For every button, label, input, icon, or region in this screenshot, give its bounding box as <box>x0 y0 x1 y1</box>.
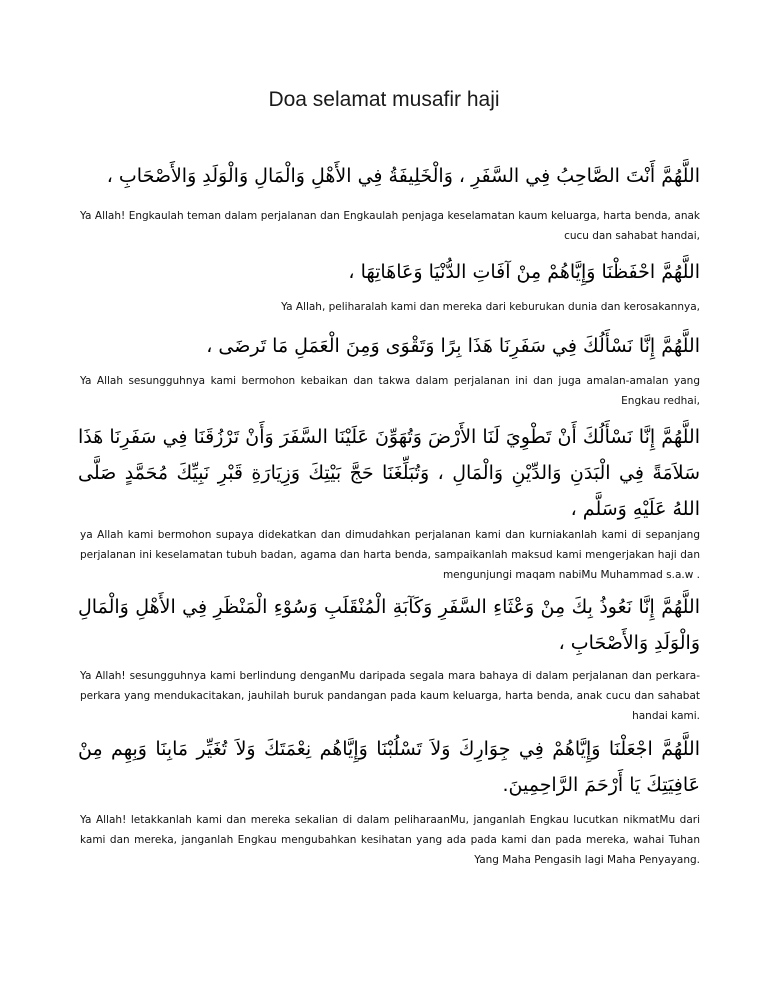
arabic-prayer-6: اللَّهُمَّ اجْعَلْنَا وَإِيَّاهُمْ فِي جِوَارِكَ وَلاَ تَسْلُبْنَا وَإِيَّاهُم نِعْمَتَكَ وَلاَ تُغَيِّر مَابِنَا وَبِهِم مِنْ عَافِيَتِكَ يَا أَرْحَمَ الرَّاحِمِينَ. <box>78 738 700 796</box>
arabic-prayer-1: اللَّهُمَّ أَنْتَ الصَّاحِبُ فِي السَّفَرِ ، وَالْخَلِيفَةُ فِي الأَهْلِ وَالْمَالِ وَالْوَلَدِ وَالأَصْحَابِ ، <box>106 165 700 187</box>
arabic-prayer-3: اللَّهُمَّ إِنَّا نَسْأَلُكَ فِي سَفَرِنَا هَذَا بِرًا وَتَقْوَى وَمِنَ الْعَمَلِ مَا تَرضَى ، <box>206 335 700 357</box>
arabic-prayer-2: اللَّهُمَّ احْفَظْنَا وَإِيَّاهُمْ مِنْ آفَاتِ الدُّنْيَا وَعَاهَاتِهَا ، <box>348 261 700 283</box>
page-title: Doa selamat musafir haji <box>268 88 500 111</box>
arabic-prayer-5: اللَّهُمَّ إِنَّا نَعُوذُ بِكَ مِنْ وَعْثَاءِ السَّفَرِ وَكَآبَةِ الْمُنْقَلَبِ وَسُوْءِ الْمَنْظَرِ فِي الأَهْلِ وَالْمَالِ وَالْوَلَدِ وَالأَصْحَابِ ، <box>78 596 700 654</box>
translation-4: ya Allah kami bermohon supaya didekatkan dan dimudahkan perjalanan kami dan kurniakanlah kami di sepanjang perjalanan ini keselamatan tubuh badan, agama dan harta benda, sampaikanlah maksud kami mengerjakan haji dan mengunjungi maqam nabiMu Muhammad s.a.w . <box>80 529 700 581</box>
arabic-prayer-4: اللَّهُمَّ إِنَّا نَسْأَلُكَ أَنْ تَطْوِيَ لَنَا الأَرْضَ وَتُهَوِّنَ عَلَيْنَا السَّفَرَ وَأَنْ تَرْزُقَنَا فِي سَفَرِنَا هَذَا سَلاَمَةً فِي الْبَدَنِ وَالدِّيْنِ وَالْمَالِ ، وَتُبَلِّغَنَا حَجَّ بَيْتِكَ وَزِيَارَةِ قَبْرِ نَبِيِّكَ مُحَمَّدٍ صَلَّى اللهُ عَلَيْهِ وَسَلَّم ، <box>78 426 700 520</box>
translation-5: Ya Allah! sesungguhnya kami berlindung denganMu daripada segala mara bahaya di dalam perjalanan dan perkara- perkara yang mendukacitakan, jauhilah buruk pandangan pada kaum keluarga, harta benda, anak cucu dan sahabat handai kami. <box>80 670 700 722</box>
translation-1: Ya Allah! Engkaulah teman dalam perjalanan dan Engkaulah penjaga keselamatan kaum keluarga, harta benda, anak cucu dan sahabat handai, <box>80 210 700 242</box>
translation-3: Ya Allah sesungguhnya kami bermohon kebaikan dan takwa dalam perjalanan ini dan juga amalan-amalan yang Engkau redhai, <box>80 375 700 407</box>
translation-6: Ya Allah! letakkanlah kami dan mereka sekalian di dalam peliharaanMu, janganlah Engkau lucutkan nikmatMu dari kami dan mereka, janganlah Engkau mengubahkan kesihatan yang ada pada kami dan pada mereka, wahai Tuhan Yang Maha Pengasih lagi Maha Penyayang. <box>80 814 700 866</box>
translation-2: Ya Allah, peliharalah kami dan mereka dari keburukan dunia dan kerosakannya, <box>281 301 700 313</box>
